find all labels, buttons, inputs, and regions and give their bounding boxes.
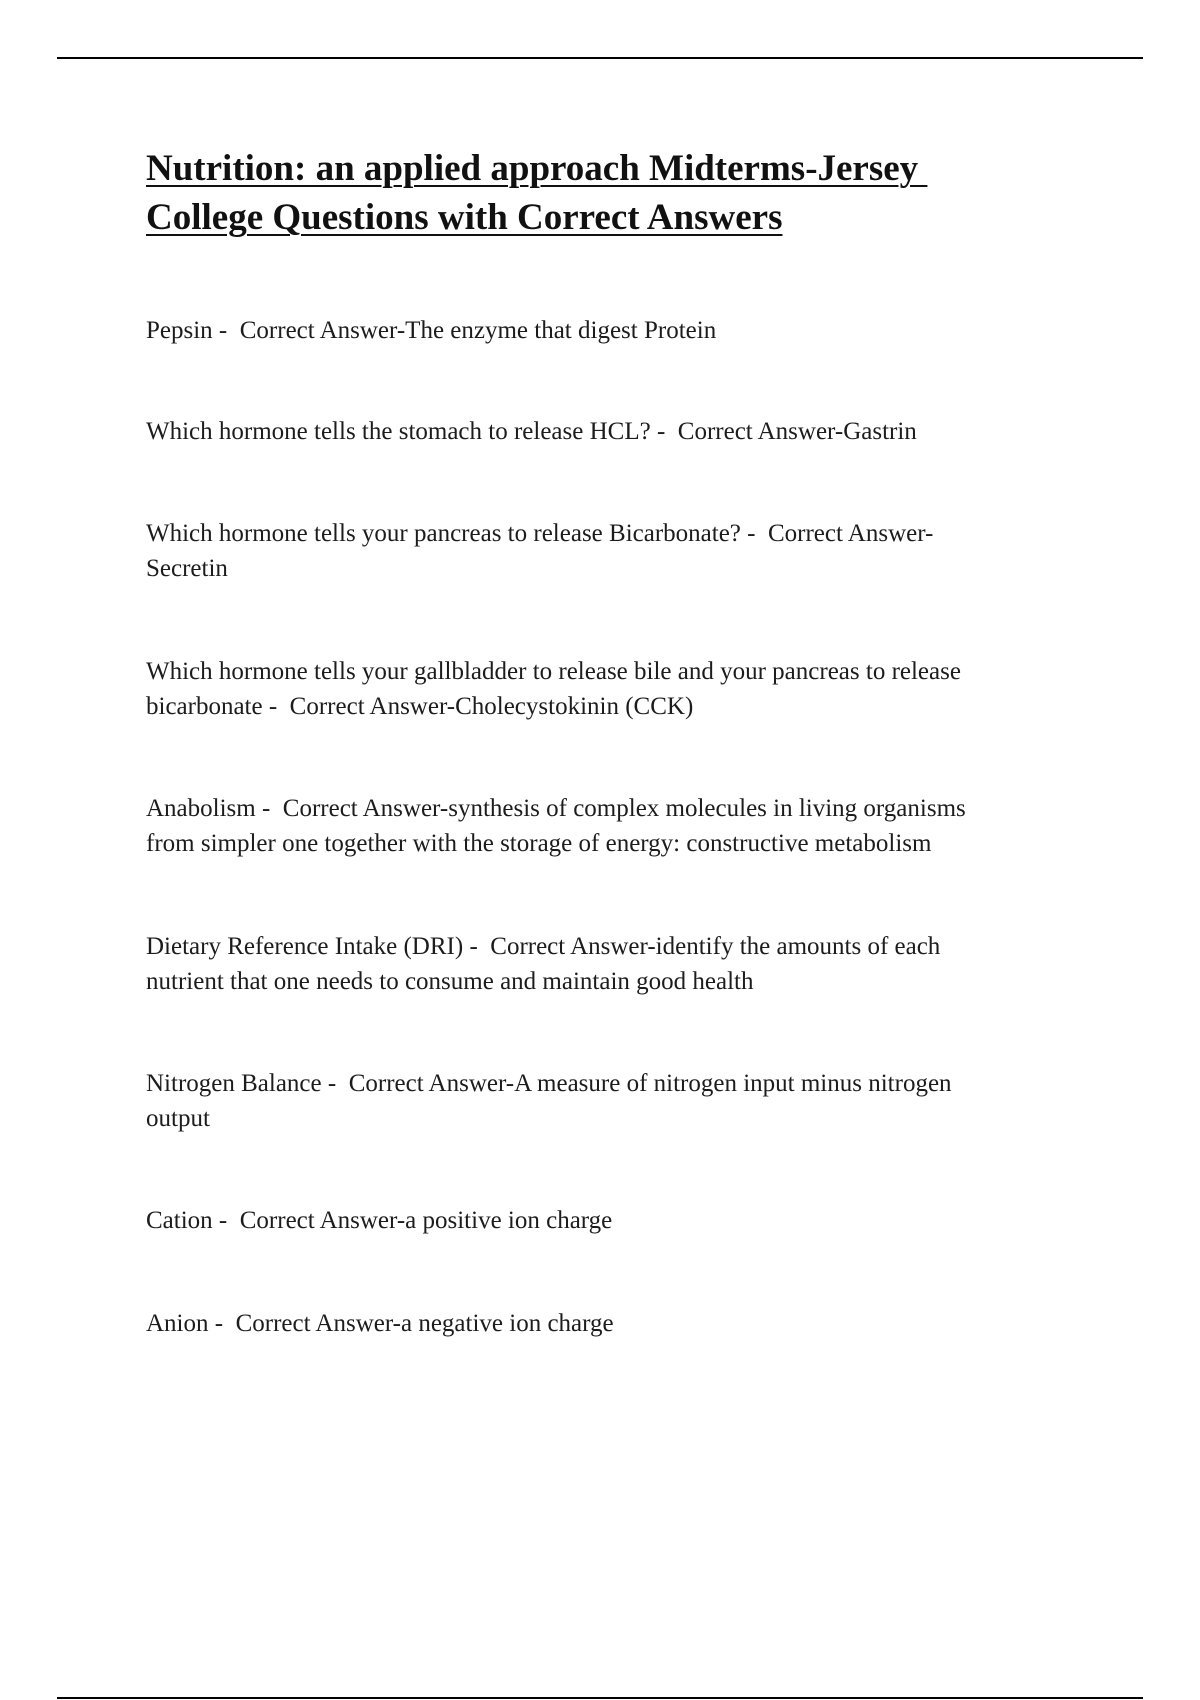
qa-text: from simpler one together with the storage of energy: constructive metabolism	[146, 830, 932, 857]
qa-text: Which hormone tells the stomach to release HCL? - Correct Answer-Gastrin	[146, 418, 917, 445]
qa-item-cation	[146, 1203, 1096, 1238]
qa-text: output	[146, 1105, 210, 1132]
qa-item-nitrogen-balance	[146, 1066, 1096, 1136]
qa-text: Pepsin - Correct Answer-The enzyme that digest Protein	[146, 317, 717, 344]
qa-text: Secretin	[146, 555, 228, 582]
title-line: Nutrition: an applied approach Midterms-Jersey	[146, 148, 928, 189]
qa-text: Anion - Correct Answer-a negative ion charge	[146, 1310, 614, 1337]
qa-text: Cation - Correct Answer-a positive ion charge	[146, 1207, 613, 1234]
qa-item-gastrin	[146, 414, 1096, 449]
qa-item-secretin	[146, 516, 1096, 586]
footer-rule	[57, 1697, 1143, 1699]
header-rule	[57, 57, 1143, 59]
qa-item-cck	[146, 654, 1096, 724]
qa-item-anion	[146, 1306, 1096, 1341]
qa-item-dri	[146, 929, 1096, 999]
qa-text: Anabolism - Correct Answer-synthesis of complex molecules in living organisms	[146, 795, 966, 822]
title-line: College Questions with Correct Answers	[146, 197, 783, 238]
qa-text: nutrient that one needs to consume and maintain good health	[146, 968, 754, 995]
qa-item-pepsin	[146, 313, 1096, 348]
qa-text: Which hormone tells your gallbladder to release bile and your pancreas to release	[146, 658, 961, 685]
qa-text: bicarbonate - Correct Answer-Cholecystokinin (CCK)	[146, 693, 694, 720]
qa-text: Which hormone tells your pancreas to release Bicarbonate? - Correct Answer-	[146, 520, 934, 547]
qa-item-anabolism	[146, 791, 1096, 861]
qa-text: Dietary Reference Intake (DRI) - Correct Answer-identify the amounts of each	[146, 933, 941, 960]
qa-text: Nitrogen Balance - Correct Answer-A measure of nitrogen input minus nitrogen	[146, 1070, 952, 1097]
page-title	[146, 144, 1046, 242]
